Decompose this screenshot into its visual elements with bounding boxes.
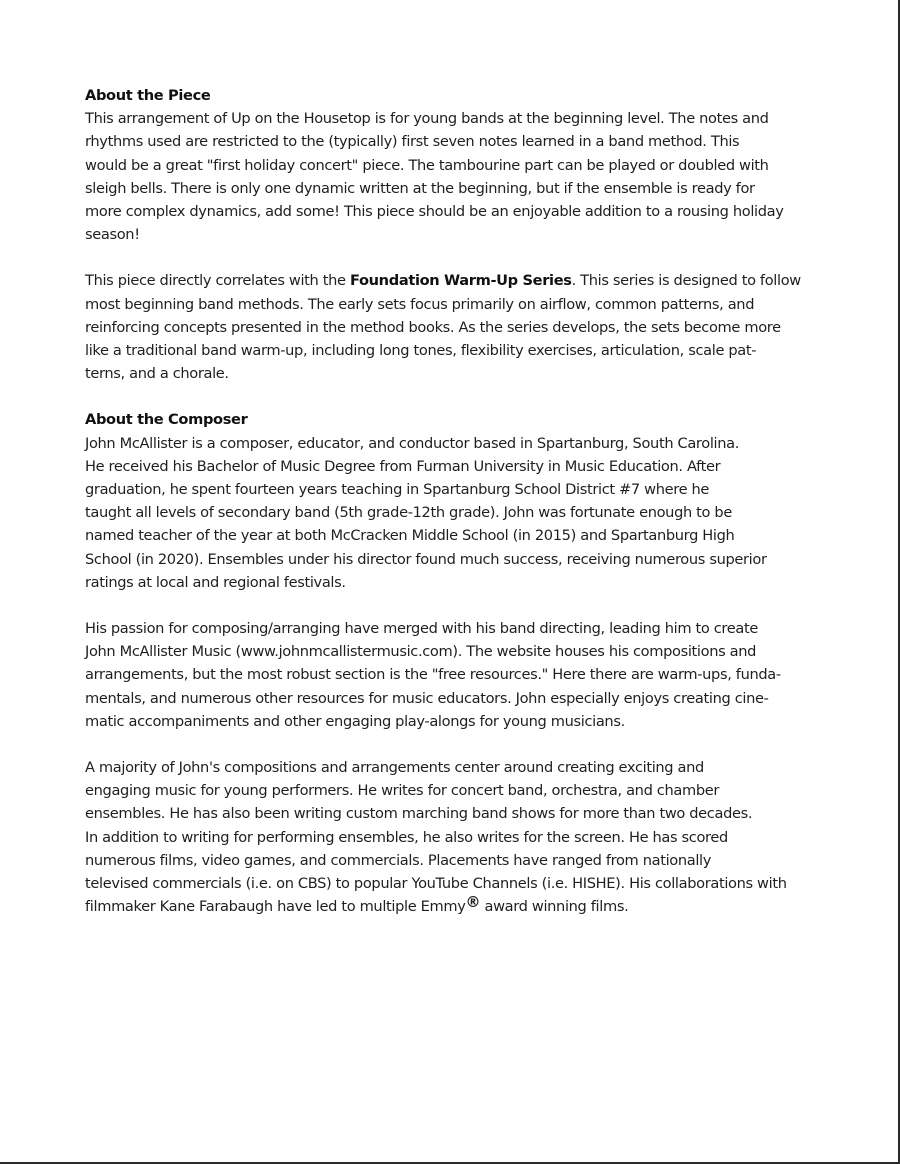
text-line: matic accompaniments and other engaging play-alongs for young musicians. <box>85 712 625 730</box>
paragraph-spacer <box>85 385 813 408</box>
text-line: mentals, and numerous other resources for music educators. John especially enjoys creating cine- <box>85 689 769 707</box>
text-line: ensembles. He has also been writing custom marching band shows for more than two decades. <box>85 805 753 823</box>
text-line: He received his Bachelor of Music Degree from Furman University in Music Education. After <box>85 457 721 475</box>
text-line: sleigh bells. There is only one dynamic written at the beginning, but if the ensemble is ready for <box>85 179 755 197</box>
text-line: named teacher of the year at both McCracken Middle School (in 2015) and Spartanburg High <box>85 527 735 545</box>
text-line: graduation, he spent fourteen years teaching in Spartanburg School District #7 where he <box>85 481 710 499</box>
text-line: would be a great "first holiday concert" piece. The tambourine part can be played or doubled with <box>85 156 769 174</box>
text-line: ratings at local and regional festivals. <box>85 573 346 591</box>
text-segment: filmmaker Kane Farabaugh have led to multiple Emmy <box>85 898 466 916</box>
text-line: A majority of John's compositions and arrangements center around creating exciting and <box>85 759 704 777</box>
text-line <box>85 269 813 292</box>
text-line: season! <box>85 226 140 244</box>
text-segment: . This series is designed to follow <box>571 272 801 290</box>
text-line: televised commercials (i.e. on CBS) to popular YouTube Channels (i.e. HISHE). His collaborations with <box>85 875 787 893</box>
text-line: John McAllister is a composer, educator, and conductor based in Spartanburg, South Carolina. <box>85 434 740 452</box>
text-line: rhythms used are restricted to the (typically) first seven notes learned in a band method. This <box>85 133 740 151</box>
foundation-series-title: Foundation Warm-Up Series <box>349 272 572 290</box>
about-piece-paragraph-2 <box>85 269 813 385</box>
text-line: John McAllister Music (www.johnmcallistermusic.com). The website houses his compositions and <box>85 643 757 661</box>
about-composer-paragraph-1 <box>85 432 813 594</box>
about-composer-paragraph-3 <box>85 756 813 918</box>
about-piece-paragraph-1 <box>85 107 813 246</box>
about-composer-heading: About the Composer <box>85 411 248 429</box>
text-line <box>85 895 813 918</box>
text-segment: award winning films. <box>480 898 629 916</box>
text-line: terns, and a chorale. <box>85 365 229 383</box>
page-content <box>85 84 813 919</box>
text-line: engaging music for young performers. He writes for concert band, orchestra, and chamber <box>85 782 720 800</box>
paragraph-spacer <box>85 733 813 756</box>
text-line: School (in 2020). Ensembles under his director found much success, receiving numerous superior <box>85 550 767 568</box>
paragraph-spacer <box>85 594 813 617</box>
text-line: In addition to writing for performing ensembles, he also writes for the screen. He has scored <box>85 828 728 846</box>
text-line: like a traditional band warm-up, including long tones, flexibility exercises, articulation, scale pat- <box>85 342 757 360</box>
about-composer-paragraph-2 <box>85 617 813 733</box>
text-line: taught all levels of secondary band (5th grade-12th grade). John was fortunate enough to be <box>85 504 732 522</box>
registered-trademark-symbol: ® <box>465 893 481 912</box>
text-line: This arrangement of Up on the Housetop is for young bands at the beginning level. The notes and <box>85 110 769 128</box>
about-piece-heading: About the Piece <box>85 87 211 104</box>
text-line: more complex dynamics, add some! This piece should be an enjoyable addition to a rousing holiday <box>85 203 784 221</box>
text-line: arrangements, but the most robust section is the "free resources." Here there are warm-ups, funda- <box>85 666 781 684</box>
text-line: numerous films, video games, and commercials. Placements have ranged from nationally <box>85 851 712 869</box>
text-line: most beginning band methods. The early sets focus primarily on airflow, common patterns, and <box>85 295 755 313</box>
text-line: reinforcing concepts presented in the method books. As the series develops, the sets become more <box>85 318 781 336</box>
text-line: His passion for composing/arranging have merged with his band directing, leading him to create <box>85 620 758 638</box>
text-segment: This piece directly correlates with the <box>85 272 350 290</box>
paragraph-spacer <box>85 246 813 269</box>
